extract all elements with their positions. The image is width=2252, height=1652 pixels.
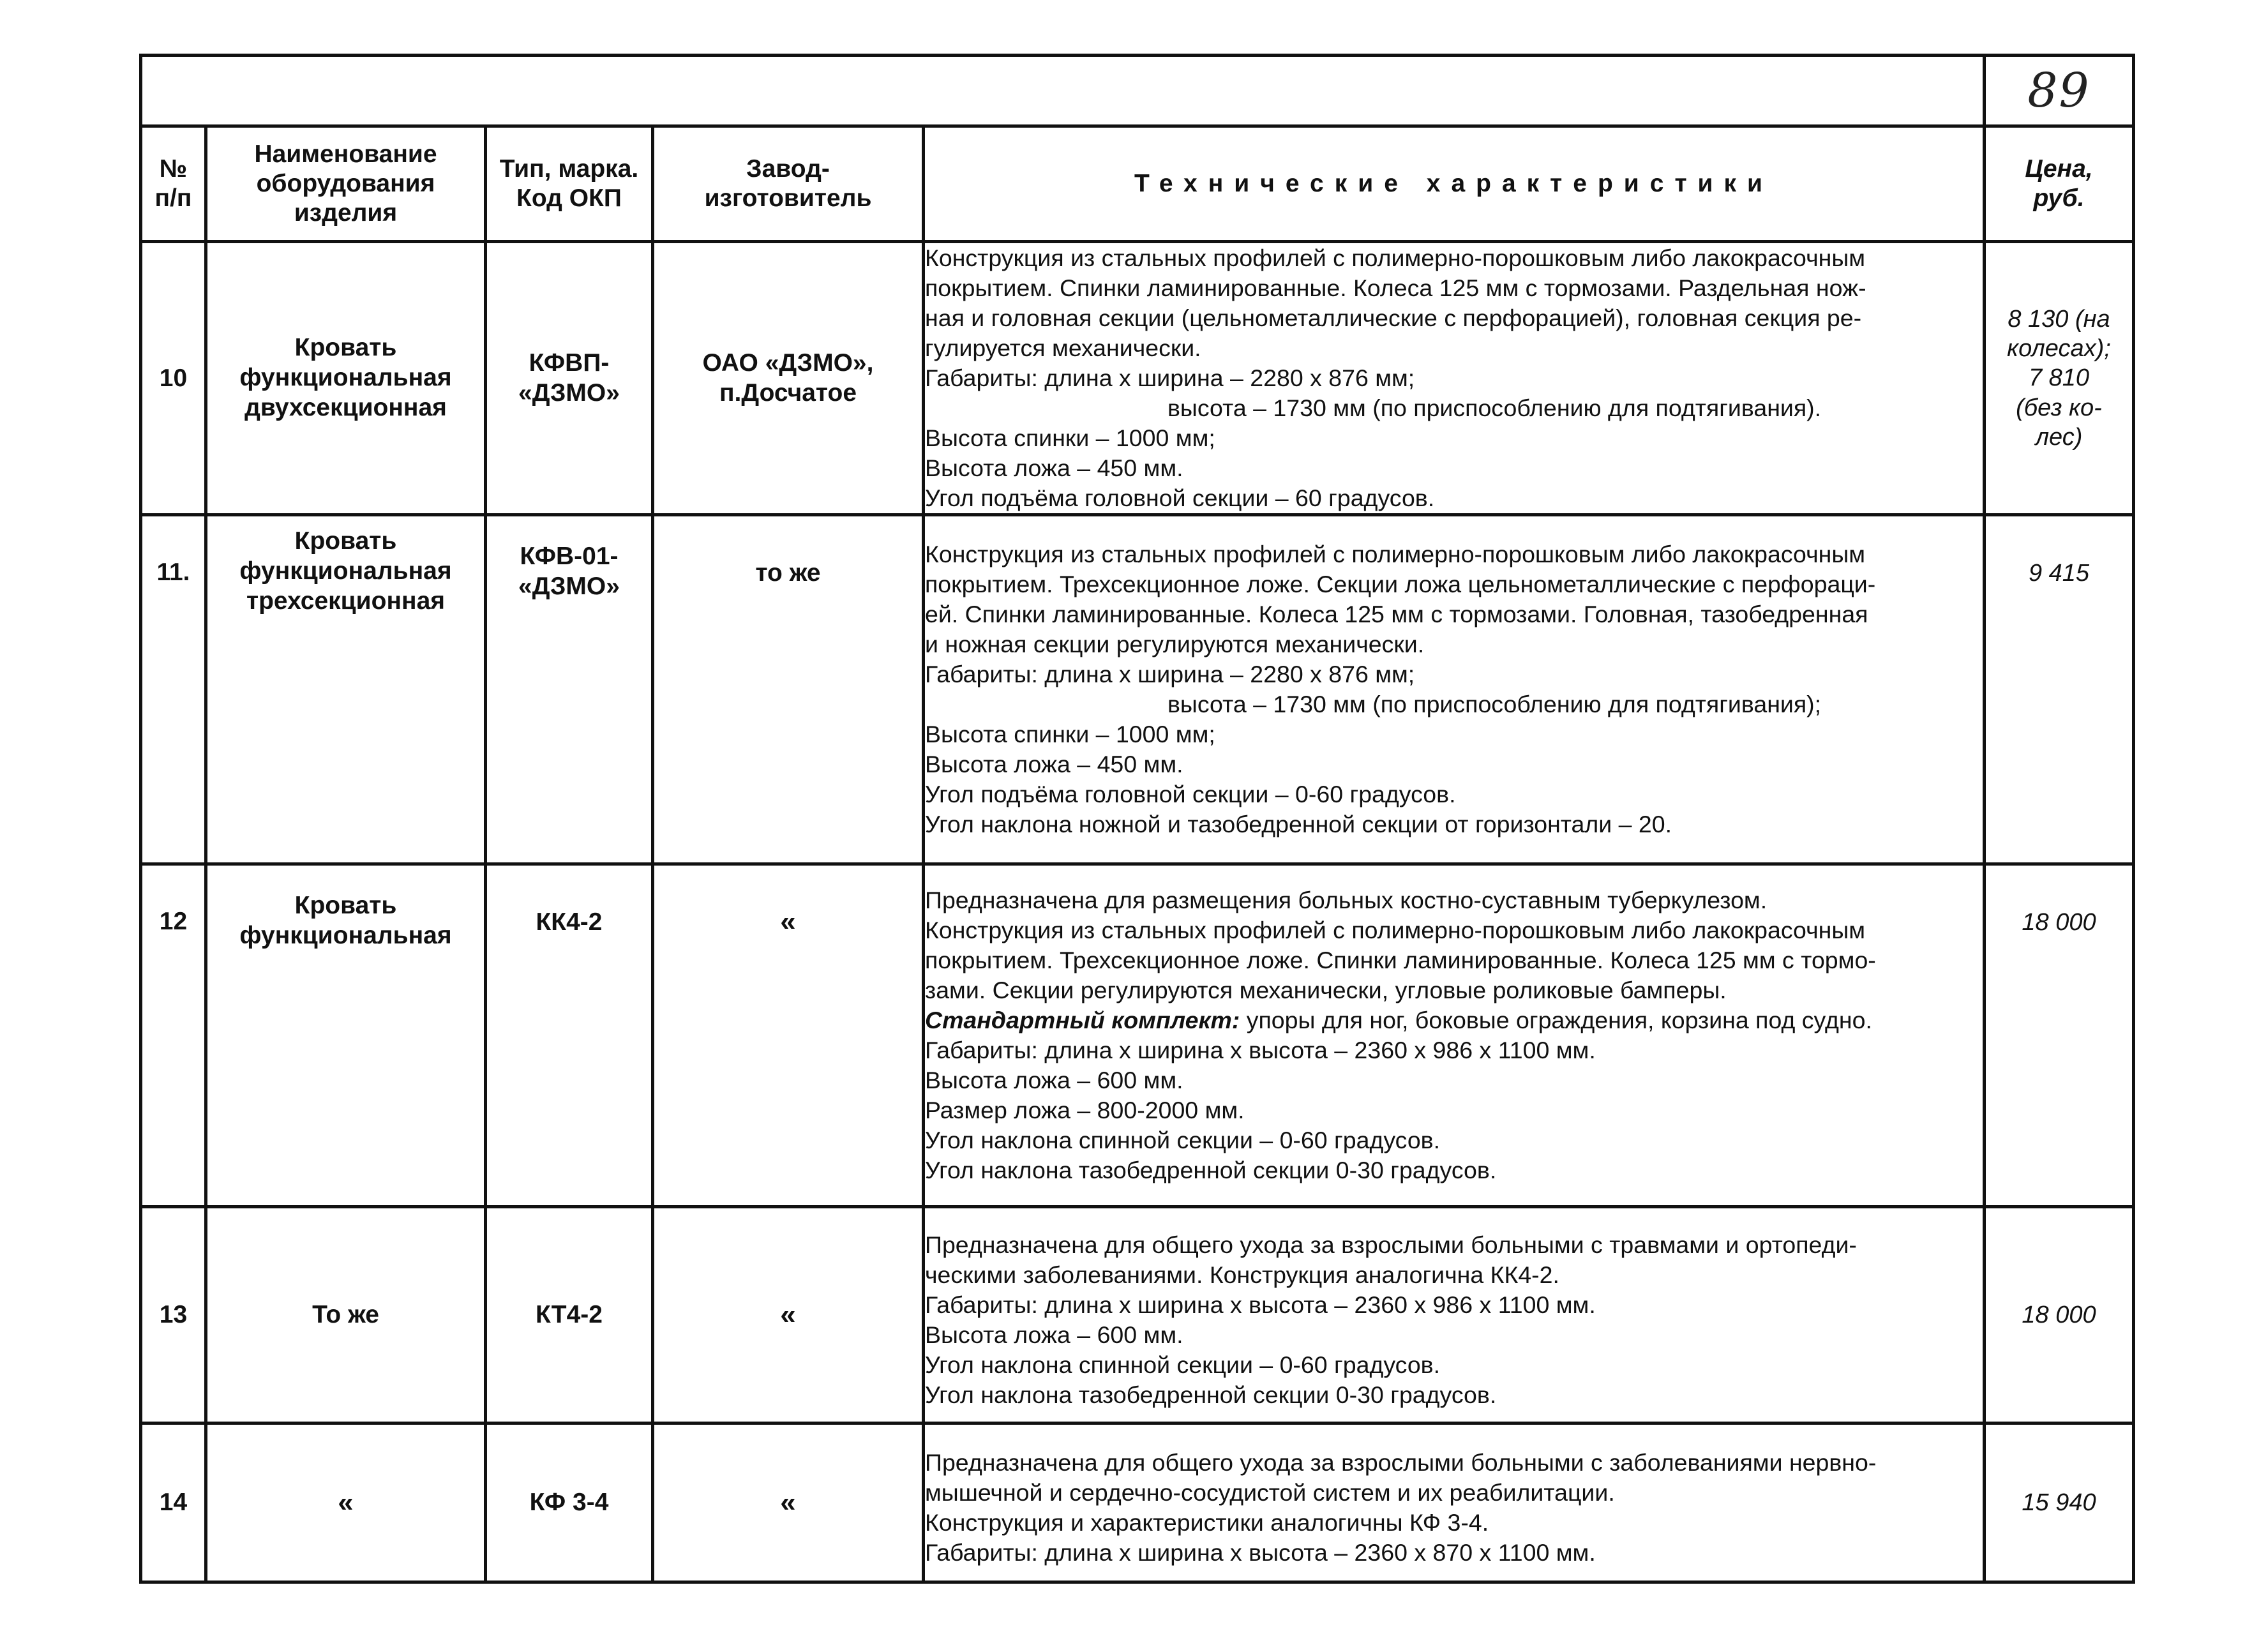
spec-line: Конструкция из стальных профилей с полимерно-порошковым либо лакокрасочным [925,917,1866,943]
spec-line: и ножная секции регулируются механически. [925,631,1425,657]
spec-line: Угол наклона спинной секции – 0-60 градусов. [925,1127,1441,1153]
spec-line: Угол наклона ножной и тазобедренной секции от горизонтали – 20. [925,811,1672,837]
row-name-line: Кровать [294,892,397,919]
spec-line: Угол наклона тазобедренной секции 0-30 градусов. [925,1381,1497,1408]
row-type-line: «ДЗМО» [518,572,620,600]
row-name-line: функциональная [239,557,452,585]
equipment-table [139,54,2135,1584]
top-blank-cell [141,56,1985,126]
row-specs [924,515,1985,864]
table-header-row [141,126,2134,242]
row-specs [924,864,1985,1207]
page-number: 89 [1985,56,2134,126]
price-line: колесах); [2007,334,2111,362]
price-line: (без ко- [2016,394,2102,421]
row-name-line: функциональная [239,921,452,949]
price-line: 18 000 [2022,909,2096,936]
row-price [1985,1207,2134,1423]
row-number: 10 [141,242,206,515]
row-name [206,1207,486,1423]
spec-line [925,1005,1983,1035]
price-line: 7 810 [2028,364,2090,392]
row-name-line: « [338,1486,354,1518]
row-maker-line: « [780,1486,796,1518]
table-top-row [141,56,2134,126]
row-type-line: КФ 3-4 [529,1488,609,1516]
table-row [141,515,2134,864]
header-name [206,126,486,242]
spec-line: гулируется механически. [925,334,1201,361]
price-line: 8 130 (на [2008,305,2110,333]
row-name-line: Кровать [294,334,397,362]
spec-line: Угол наклона тазобедренной секции 0-30 градусов. [925,1157,1497,1183]
header-maker-line: Завод- [746,154,830,183]
price-line: 15 940 [2022,1489,2096,1516]
spec-line: Высота ложа – 600 мм. [925,1067,1183,1093]
row-name-line: двухсекционная [244,393,447,421]
header-type-line: Тип, марка. [499,154,639,183]
price-line: 9 415 [2028,560,2090,587]
spec-line: Конструкция из стальных профилей с полимерно-порошковым либо лакокрасочным [925,541,1866,567]
header-price-line: руб. [2033,184,2085,212]
row-price [1985,864,2134,1207]
equipment-sheet [139,54,2132,1584]
header-maker [653,126,924,242]
spec-line: Предназначена для общего ухода за взрослыми больными с травмами и ортопеди- [925,1231,1857,1258]
row-type [486,1207,653,1423]
row-type [486,515,653,864]
spec-line: Высота спинки – 1000 мм; [925,424,1215,451]
spec-line: покрытием. Трехсекционное ложе. Секции ложа цельнометаллические с перфораци- [925,571,1876,597]
spec-line: Предназначена для размещения больных костно-суставным туберкулезом. [925,887,1768,913]
row-type [486,1423,653,1582]
spec-line: Высота ложа – 450 мм. [925,454,1183,481]
row-name-line: функциональная [239,364,452,392]
spec-line: Габариты: длина х ширина – 2280 х 876 мм; [925,661,1415,687]
row-maker-line: ОАО «ДЗМО», [702,349,874,377]
row-number: 11. [141,515,206,864]
row-type-line: КФВП- [529,349,610,377]
spec-line-rest: упоры для ног, боковые ограждения, корзина под судно. [1246,1007,1872,1033]
spec-line: Габариты: длина х ширина х высота – 2360 х 986 х 1100 мм. [925,1037,1596,1063]
row-maker-line: « [780,1298,796,1330]
row-maker [653,1207,924,1423]
row-number: 14 [141,1423,206,1582]
price-line: 18 000 [2022,1301,2096,1328]
header-type [486,126,653,242]
header-price-line: Цена, [2025,154,2093,183]
spec-line: Габариты: длина х ширина х высота – 2360 х 870 х 1100 мм. [925,1539,1596,1566]
header-name-line: оборудования [256,169,435,197]
table-row [141,242,2134,515]
row-type-line: КТ4-2 [536,1300,603,1328]
row-name-line: То же [312,1300,379,1328]
row-name [206,1423,486,1582]
row-type-line: «ДЗМО» [518,379,620,407]
spec-line: Высота спинки – 1000 мм; [925,721,1215,747]
spec-line: Высота ложа – 600 мм. [925,1321,1183,1348]
spec-line: Конструкция из стальных профилей с полимерно-порошковым либо лакокрасочным [925,244,1866,271]
row-number: 13 [141,1207,206,1423]
header-number [141,126,206,242]
spec-line: Предназначена для общего ухода за взрослыми больными с заболеваниями нервно- [925,1449,1877,1476]
spec-emphasis: Стандартный комплект: [925,1007,1240,1033]
table-row [141,1207,2134,1423]
row-name-line: Кровать [294,527,397,555]
header-type-line: Код ОКП [516,184,622,212]
spec-line: Угол подъёма головной секции – 60 градусов. [925,484,1435,511]
price-line: лес) [2035,424,2083,451]
row-specs [924,1423,1985,1582]
row-name [206,242,486,515]
header-name-line: изделия [294,199,398,227]
spec-line: Конструкция и характеристики аналогичны КФ 3-4. [925,1509,1489,1536]
row-specs [924,242,1985,515]
spec-line: Габариты: длина х ширина – 2280 х 876 мм; [925,364,1415,391]
spec-line: высота – 1730 мм (по приспособлению для подтягивания); [1167,691,1822,717]
row-price [1985,1423,2134,1582]
spec-line: ческими заболеваниями. Конструкция аналогична КК4-2. [925,1261,1559,1288]
spec-line: покрытием. Спинки ламинированные. Колеса 125 мм с тормозами. Раздельная нож- [925,274,1866,301]
spec-line: ей. Спинки ламинированные. Колеса 125 мм с тормозами. Головная, тазобедренная [925,601,1868,627]
row-price [1985,242,2134,515]
spec-line: Размер ложа – 800-2000 мм. [925,1097,1245,1123]
header-number-line: п/п [154,184,192,212]
spec-line: покрытием. Трехсекционное ложе. Спинки ламинированные. Колеса 125 мм с тормо- [925,947,1876,973]
header-maker-line: изготовитель [704,184,872,212]
row-type-line: КК4-2 [536,908,603,936]
header-number-line: № [159,154,188,183]
row-maker [653,1423,924,1582]
spec-line: Высота ложа – 450 мм. [925,751,1183,777]
header-specs: Технические характеристики [924,126,1985,242]
table-row [141,1423,2134,1582]
row-type [486,864,653,1207]
row-name [206,864,486,1207]
row-price [1985,515,2134,864]
spec-line: зами. Секции регулируются механически, угловые роликовые бамперы. [925,977,1727,1003]
row-maker-line: п.Досчатое [719,379,857,407]
row-type [486,242,653,515]
row-maker [653,515,924,864]
row-maker-line: то же [755,559,821,587]
spec-line: Угол подъёма головной секции – 0-60 градусов. [925,781,1456,807]
row-maker [653,864,924,1207]
row-maker [653,242,924,515]
header-name-line: Наименование [254,140,437,168]
spec-line: ная и головная секции (цельнометаллические с перфорацией), головная секция ре- [925,304,1862,331]
row-name-line: трехсекционная [246,587,446,615]
row-name [206,515,486,864]
spec-line: мышечной и сердечно-сосудистой систем и их реабилитации. [925,1479,1615,1506]
row-specs [924,1207,1985,1423]
spec-line: высота – 1730 мм (по приспособлению для подтягивания). [1167,394,1822,421]
row-maker-line: « [780,906,796,937]
row-type-line: КФВ-01- [520,543,619,570]
header-price [1985,126,2134,242]
row-number: 12 [141,864,206,1207]
spec-line: Угол наклона спинной секции – 0-60 градусов. [925,1351,1441,1378]
table-row [141,864,2134,1207]
spec-line: Габариты: длина х ширина х высота – 2360 х 986 х 1100 мм. [925,1291,1596,1318]
